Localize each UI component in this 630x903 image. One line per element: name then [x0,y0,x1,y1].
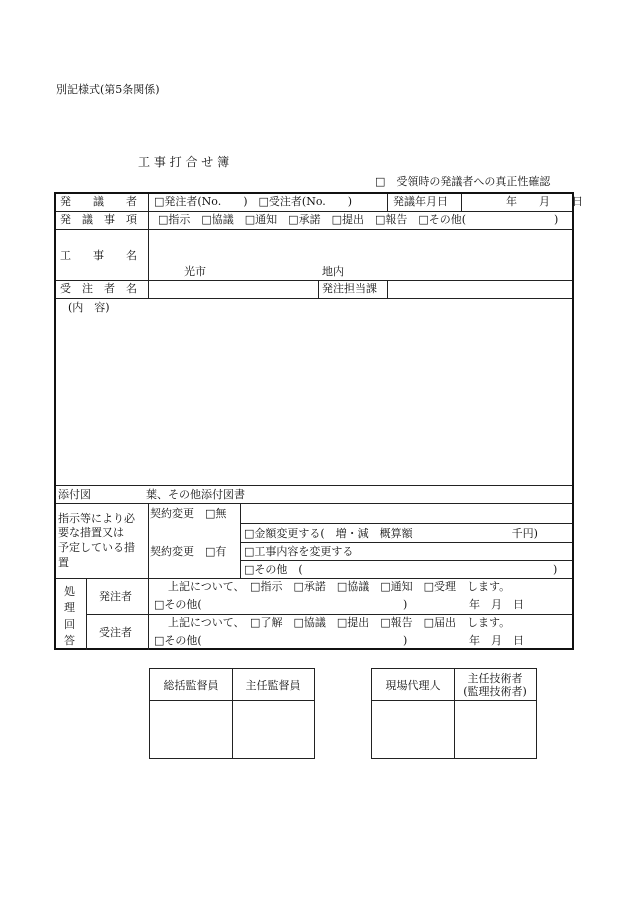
contractor-name-label: 受 注 者 名 [60,282,137,295]
amount-change-option[interactable]: □金額変更する( 増・減 概算額 千円) [244,527,538,540]
supervising-engineer-label: (監理技術者) [463,685,527,698]
project-area-suffix: 地内 [322,265,344,278]
proposal-items-label: 発 議 事 項 [60,213,137,226]
client-reply-options[interactable]: 上記について、 □指示 □承諾 □協議 □通知 □受理 します。 [168,580,511,593]
site-representative-label: 現場代理人 [385,679,441,692]
chief-engineer-label: 主任技術者 [467,672,523,685]
client-reply-other[interactable]: □その他( [154,598,202,611]
contractor-reply-other[interactable]: □その他( [154,634,202,647]
contract-change-yes[interactable]: 契約変更 □有 [150,545,227,558]
proposer-label: 発 議 者 [60,195,137,208]
instruction-label-4: 置 [58,556,69,569]
meeting-record-form [54,192,583,650]
chief-supervisor-label: 総括監督員 [163,679,219,692]
processing-col-4: 答 [64,634,75,647]
processing-col-2: 理 [64,601,75,614]
proposer-options[interactable]: □発注者(No. ) □受注者(No. ) [154,195,353,208]
instruction-label-3: 予定している措 [58,541,135,554]
form-number: 別記様式(第5条関係) [56,83,160,96]
proposal-date-field[interactable]: 年 月 日 [506,195,583,208]
client-staff-label: 発注担当課 [322,282,377,295]
processing-col-3: 回 [64,618,75,631]
project-city: 光市 [184,265,206,278]
attachments-label: 添付図 葉、その他添付図書 [58,488,245,501]
instruction-label-2: 要な措置又は [58,526,124,539]
other-option[interactable]: □その他 ( [244,563,303,576]
project-name-label: 工 事 名 [60,249,137,262]
processing-col-1: 処 [64,585,75,598]
contractor-reply-date[interactable]: 年 月 日 [469,634,524,647]
client-reply-date[interactable]: 年 月 日 [469,598,524,611]
proposal-date-label: 発議年月日 [393,195,448,208]
client-reply-label: 発注者 [99,590,132,603]
content-label: (内 容) [68,301,110,314]
instruction-label-1: 指示等により必 [58,512,135,525]
client-reply-close: ) [403,598,408,611]
contract-change-none[interactable]: 契約変更 □無 [150,507,227,520]
lead-supervisor-label: 主任監督員 [245,679,301,692]
proposal-items-options[interactable]: □指示 □協議 □通知 □承諾 □提出 □報告 □その他( ) [158,213,559,226]
supervisor-signature-box [149,668,315,759]
form-title: 工 事 打 合 せ 簿 [138,155,230,169]
other-close: ) [553,563,558,576]
contractor-reply-label: 受注者 [99,626,132,639]
authenticity-checkbox[interactable]: □ 受領時の発議者への真正性確認 [375,175,551,188]
contractor-reply-close: ) [403,634,408,647]
work-change-option[interactable]: □工事内容を変更する [244,545,354,558]
site-representative-signature-box [371,668,537,759]
contractor-reply-options[interactable]: 上記について、 □了解 □協議 □提出 □報告 □届出 します。 [168,616,511,629]
